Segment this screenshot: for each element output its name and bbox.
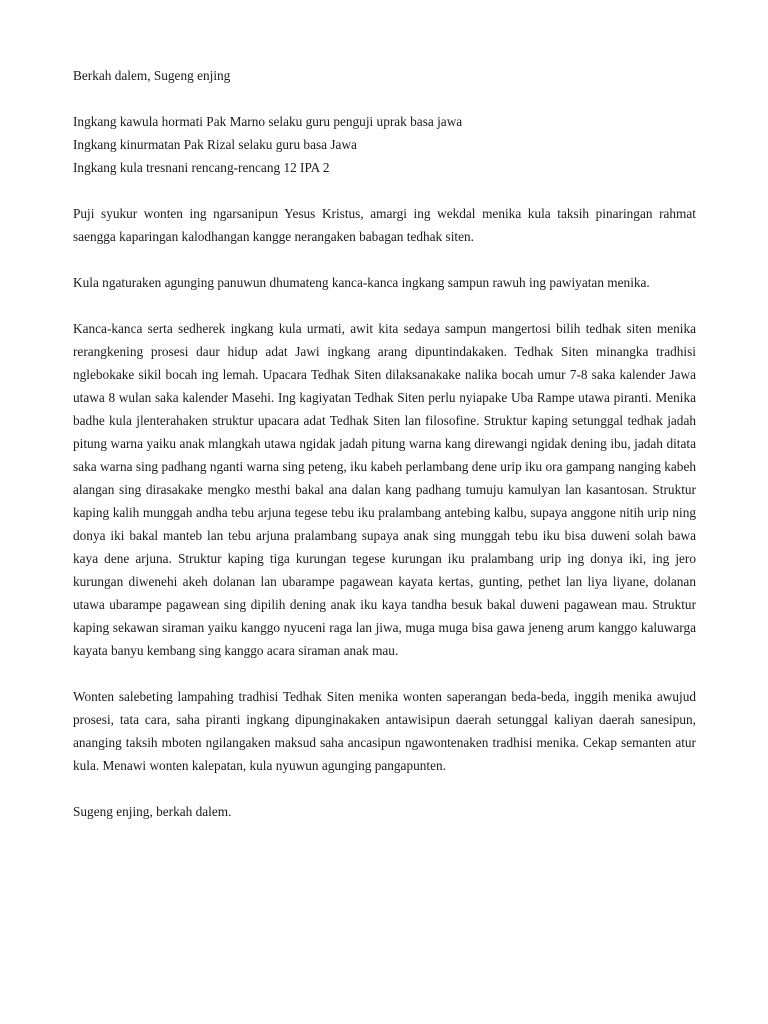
addressee-block [73, 110, 696, 179]
document-page [73, 64, 696, 846]
paragraph-variations-closing: Wonten salebeting lampahing tradhisi Tedhak Siten menika wonten saperangan beda-beda, inggih menika awujud prosesi, tata cara, saha piranti ingkang dipunginakaken antawisipun daerah setunggal kaliyan daerah sanesipun, ananging taksih mboten ngilangaken maksud saha ancasipun ngawontenaken tradhisi menika. Cekap semanten atur kula. Menawi wonten kalepatan, kula nyuwun agunging pangapunten. [73, 689, 696, 773]
addressee-line: Ingkang kula tresnani rencang-rencang 12 IPA 2 [73, 160, 330, 175]
paragraph-thanks: Kula ngaturaken agunging panuwun dhumateng kanca-kanca ingkang sampun rawuh ing pawiyatan menika. [73, 275, 650, 290]
paragraph-gratitude: Puji syukur wonten ing ngarsanipun Yesus Kristus, amargi ing wekdal menika kula taksih pinaringan rahmat saengga kaparingan kalodhangan kangge nerangaken babagan tedhak siten. [73, 206, 696, 244]
addressee-line: Ingkang kinurmatan Pak Rizal selaku guru basa Jawa [73, 137, 357, 152]
paragraph-tedhak-siten-structure: Kanca-kanca serta sedherek ingkang kula urmati, awit kita sedaya sampun mangertosi bilih tedhak siten menika rerangkening prosesi daur hidup adat Jawi ingkang arang dipuntindakaken. Tedhak Siten minangka tradhisi nglebokake sikil bocah ing lemah. Upacara Tedhak Siten dilaksanakake nalika bocah umur 7-8 saka kalender Jawa utawa 8 wulan saka kalender Masehi. Ing kagiyatan Tedhak Siten perlu nyiapake Uba Rampe utawa piranti. Menika badhe kula jlenterahaken struktur upacara adat Tedhak Siten lan filosofine. Struktur kaping setunggal tedhak jadah pitung warna yaiku anak mlangkah utawa ngidak jadah pitung warna kang direwangi ngidak dening ibu, jadah ditata saka warna sing padhang nganti warna sing peteng, iku kabeh perlambang dene urip iku ora gampang nanging kabeh alangan sing dirasakake mengko mesthi bakal ana dalan kang padhang tumuju kamulyan lan kasantosan. Struktur kaping kalih munggah andha tebu arjuna tegese tebu iku pralambang antebing kalbu, supaya anggone nitih urip ning donya iki bakal manteb lan tebu arjuna pralambang supaya anak sing munggah tebu iku bisa duweni solah bawa kaya dene arjuna. Struktur kaping tiga kurungan tegese kurungan iku pralambang urip ing donya iki, ing jero kurungan diwenehi akeh dolanan lan ubarampe pagawean kayata kertas, gunting, pethet lan liya liyane, dolanan utawa ubarampe pagawean sing dipilih dening anak iku kaya tandha besuk bakal duweni pagawean mau. Struktur kaping sekawan siraman yaiku kanggo nyuceni raga lan jiwa, muga muga bisa gawa jeneng arum kanggo kaluwarga kayata banyu kembang sing kanggo acara siraman anak mau. [73, 321, 696, 658]
closing-line: Sugeng enjing, berkah dalem. [73, 804, 232, 819]
greeting: Berkah dalem, Sugeng enjing [73, 68, 231, 83]
addressee-line: Ingkang kawula hormati Pak Marno selaku guru penguji uprak basa jawa [73, 114, 463, 129]
